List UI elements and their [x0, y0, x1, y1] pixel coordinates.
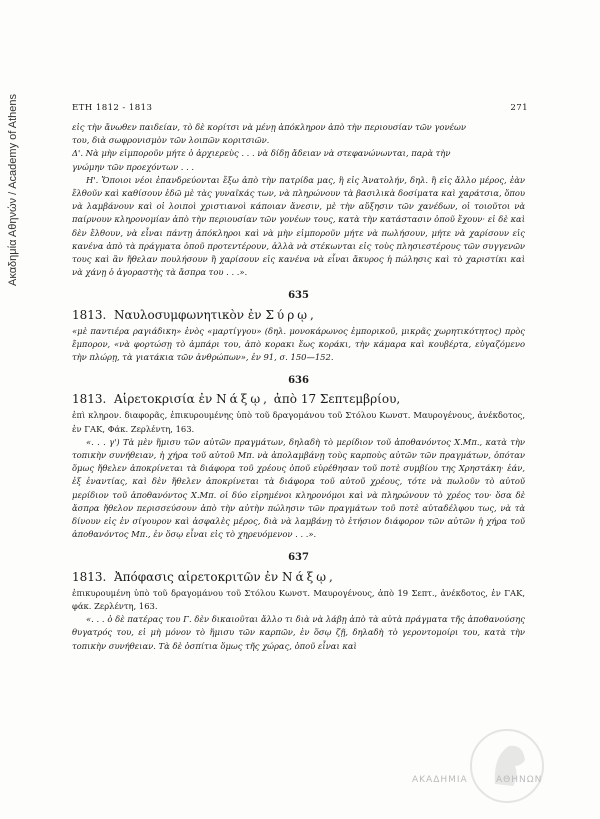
entry-number: 637: [288, 552, 309, 564]
entry-date: ἀπὸ 17 Σεπτεμβρίου,: [273, 392, 401, 407]
intro-line-4: γνώμην τῶν προεχόντων . . .: [72, 161, 195, 172]
entry-body: ἐπικυρουμένη ὑπὸ τοῦ δραγομάνου τοῦ Στόλου Κωνστ. Μαυρογένους, ἀπὸ 19 Σεπτ., ἀνέκδοτος, ἐν ΓΑΚ, φάκ. Ζερλέντη, 163.: [72, 587, 525, 611]
header-title: ΕΤΗ 1812 - 1813: [72, 103, 153, 113]
archive-side-label: Ακαδημία Αθηνών / Academy of Athens: [7, 94, 19, 287]
entry-quote: «. . . ὁ δὲ πατέρας του Γ. δὲν δικαιοῦται ἄλλο τι διὰ νὰ λάβῃ ἀπὸ τὰ αὐτὰ πράγματα τῆς ἀποθανούσης θυγατρός του, εἰ μὴ μόνον τὸ ἥμισυ τῶν καρπῶν, ἐν ὅσῳ ζῇ, δηλαδὴ τὸ γεροντομοίρι του, κατὰ τὴν τοπικὴν συνήθειαν. Τὰ δὲ ὁσπίτια ὅμως τῆς χώρας, ὁποῦ εἶναι καὶ: [72, 614, 525, 651]
entry-place: Σύρῳ,: [265, 307, 317, 322]
entry-place: Νάξῳ,: [216, 392, 270, 407]
entry-title: Αἱρετοκρισία ἐν: [114, 392, 213, 407]
intro-paragraph: Η'. Ὅποιοι νέοι ἐπανδρεύονται ἔξω ἀπὸ τὴν πατρίδα μας, ἢ εἰς Ἀνατολήν, δηλ. ἢ εἰς ἄλλο μέρος, ἐὰν ἔλθοῦν καὶ καθίσουν ἐδῶ μὲ τὰς γυναῖκάς των, νὰ πληρώνουν τὰ βασιλικὰ δοσίματα καὶ χαράτσια, ὅπου νὰ λαμβάνουν καὶ οἱ λοιποὶ χριστιανοὶ κάποιαν ἄνεσιν, μὲ τὴν αὔξησιν τῶν χανέδων, οἱ τοιοῦτοι νὰ παίρνουν κληρονομίαν ἀπὸ τὴν περιουσίαν τῶν γονέων τους, κατὰ τὴν κατάστασιν ὁποῦ ἔχουν· εἰ δὲ καὶ δὲν ἔλθουν, νὰ εἶναι πάντῃ ἀπόκληροι καὶ νὰ μὴν εἰμποροῦν μήτε νὰ πωλήσουν, μήτε νὰ χαρίσουν εἰς κανένα ἀπὸ τὰ πράγματα ὁποῦ προτεντέρουν, ἀλλὰ νὰ στέκωνται εἰς τοὺς πλησιεστέρους τῶν συγγενῶν τους καὶ ἂν ἤθελαν πουλήσουν ἢ χαρίσουν εἰς κανένα νὰ εἶναι ἄκυρος ἡ πώλησις καὶ τὸ χαριστίκι καὶ νὰ χάνῃ ὁ ἀγοραστὴς τὰ ἄσπρα του . . .».: [72, 174, 525, 278]
entry-year: 1813.: [72, 392, 107, 407]
intro-line-2: του, διὰ σωφρονισμὸν τῶν λοιπῶν κοριτσιῶν.: [72, 135, 270, 146]
entry-title: Ναυλοσυμφωνητικὸν ἐν: [114, 307, 262, 322]
page-body: [72, 121, 525, 653]
entry-number: 636: [288, 375, 309, 387]
entry-year: 1813.: [72, 569, 107, 584]
entry-quote: «. . . γ') Τὰ μὲν ἥμισυ τῶν αὐτῶν πραγμάτων, δηλαδὴ τὸ μερίδιον τοῦ ἀποθανόντος Χ.Μπ., κατὰ τὴν τοπικὴν συνήθειαν, ἡ χήρα τοῦ αὐτοῦ Μπ. νὰ ἀπολαμβάνῃ τοὺς καρποὺς αὐτῶν τῶν πραγμάτων, ὁπόταν ὅμως ἤθελεν ἀποκρίνεται τὰ διάφορα τοῦ χρέους ὁποῦ εὑρέθησαν τοῦ ποτὲ συμβίου της Χρηστάκη· ἐάν, ἐξ ἐναντίας, καὶ δὲν ἤθελεν ἀποκρίνεται τὰ διάφορα τοῦ αὐτοῦ χρέους, τότε νὰ πωλοῦν τὸ αὐτοῦ μερίδιον τοῦ ἀποθανόντος Χ.Μπ. οἱ δύο εἰρημένοι κληρονόμοι καὶ νὰ πληρώνουν τὸ χρέος του· ὅσα δὲ ἄσπρα ἤθελον περισσεύσουν ἀπὸ τὴν αὐτὴν πώλησιν τῶν πραγμάτων τοῦ ποτὲ αὐταδέλφου τως, νὰ τὰ δίνουν εἰς ἐν σίγουρον καὶ ἀσφαλὲς μέρος, διὰ νὰ λαμβάνῃ τὸ ἐτήσιον διάφορον τῶν αὐτῶν ἡ χήρα τοῦ ἀποθανόντος Μπ., ἐν ὅσῳ εἶναι εἰς τὸ χηρευόμενον . . .».: [72, 436, 525, 540]
entry-heading: [72, 391, 525, 407]
watermark-right: ΑΘΗΝΩΝ: [496, 775, 543, 785]
intro-line-1: εἰς τὴν ἄνωθεν παιδείαν, τὸ δὲ κορίτσι νὰ μένῃ ἀπόκληρον ἀπὸ τὴν περιουσίαν τῶν γονέων: [72, 122, 466, 132]
entry-heading: [72, 307, 525, 323]
watermark-left: ΑΚΑΔΗΜΙΑ: [412, 775, 468, 785]
entry-title: Ἀπόφασις αἱρετοκριτῶν ἐν: [114, 569, 279, 584]
entry-number: 635: [288, 290, 309, 302]
entry-heading: [72, 569, 525, 585]
page-number: 271: [510, 103, 528, 113]
academy-seal-icon: [465, 726, 549, 806]
entry-place: Νάξῳ,: [282, 569, 336, 584]
running-header: [72, 103, 528, 113]
entry-year: 1813.: [72, 307, 107, 322]
entry-body: «μὲ παντιέρα ραγιάδικη» ἑνὸς «μαρτίγγου» (δηλ. μονοκάρωνος ἐμπορικοῦ, μικρᾶς χωρητικότητος) πρὸς ἔμπορον, «νὰ φορτώσῃ τὸ ἀμπάρι του, ἀπὸ κορακι ἕως κοράκι, τὴν κάμαρα καὶ κουβέρτα, εὐγαζόμενο τὴν πλώρῃ, τὰ γιατάκια τῶν ἀνθρώπων», ἐν 91, σ. 150—152.: [72, 325, 525, 363]
entry-body: ἐπὶ κληρον. διαφορᾶς, ἐπικυρουμένης ὑπὸ τοῦ δραγομάνου τοῦ Στόλου Κωνστ. Μαυρογένους, ἀνέκδοτος, ἐν ΓΑΚ, Φάκ. Ζερλέντη, 163.: [72, 410, 525, 434]
intro-line-3: Δ'. Νὰ μὴν εἰμποροῦν μήτε ὁ ἀρχιερεὺς . . . νὰ δίδῃ ἄδειαν νὰ στεφανώνωνται, παρὰ τὴν: [72, 148, 451, 159]
